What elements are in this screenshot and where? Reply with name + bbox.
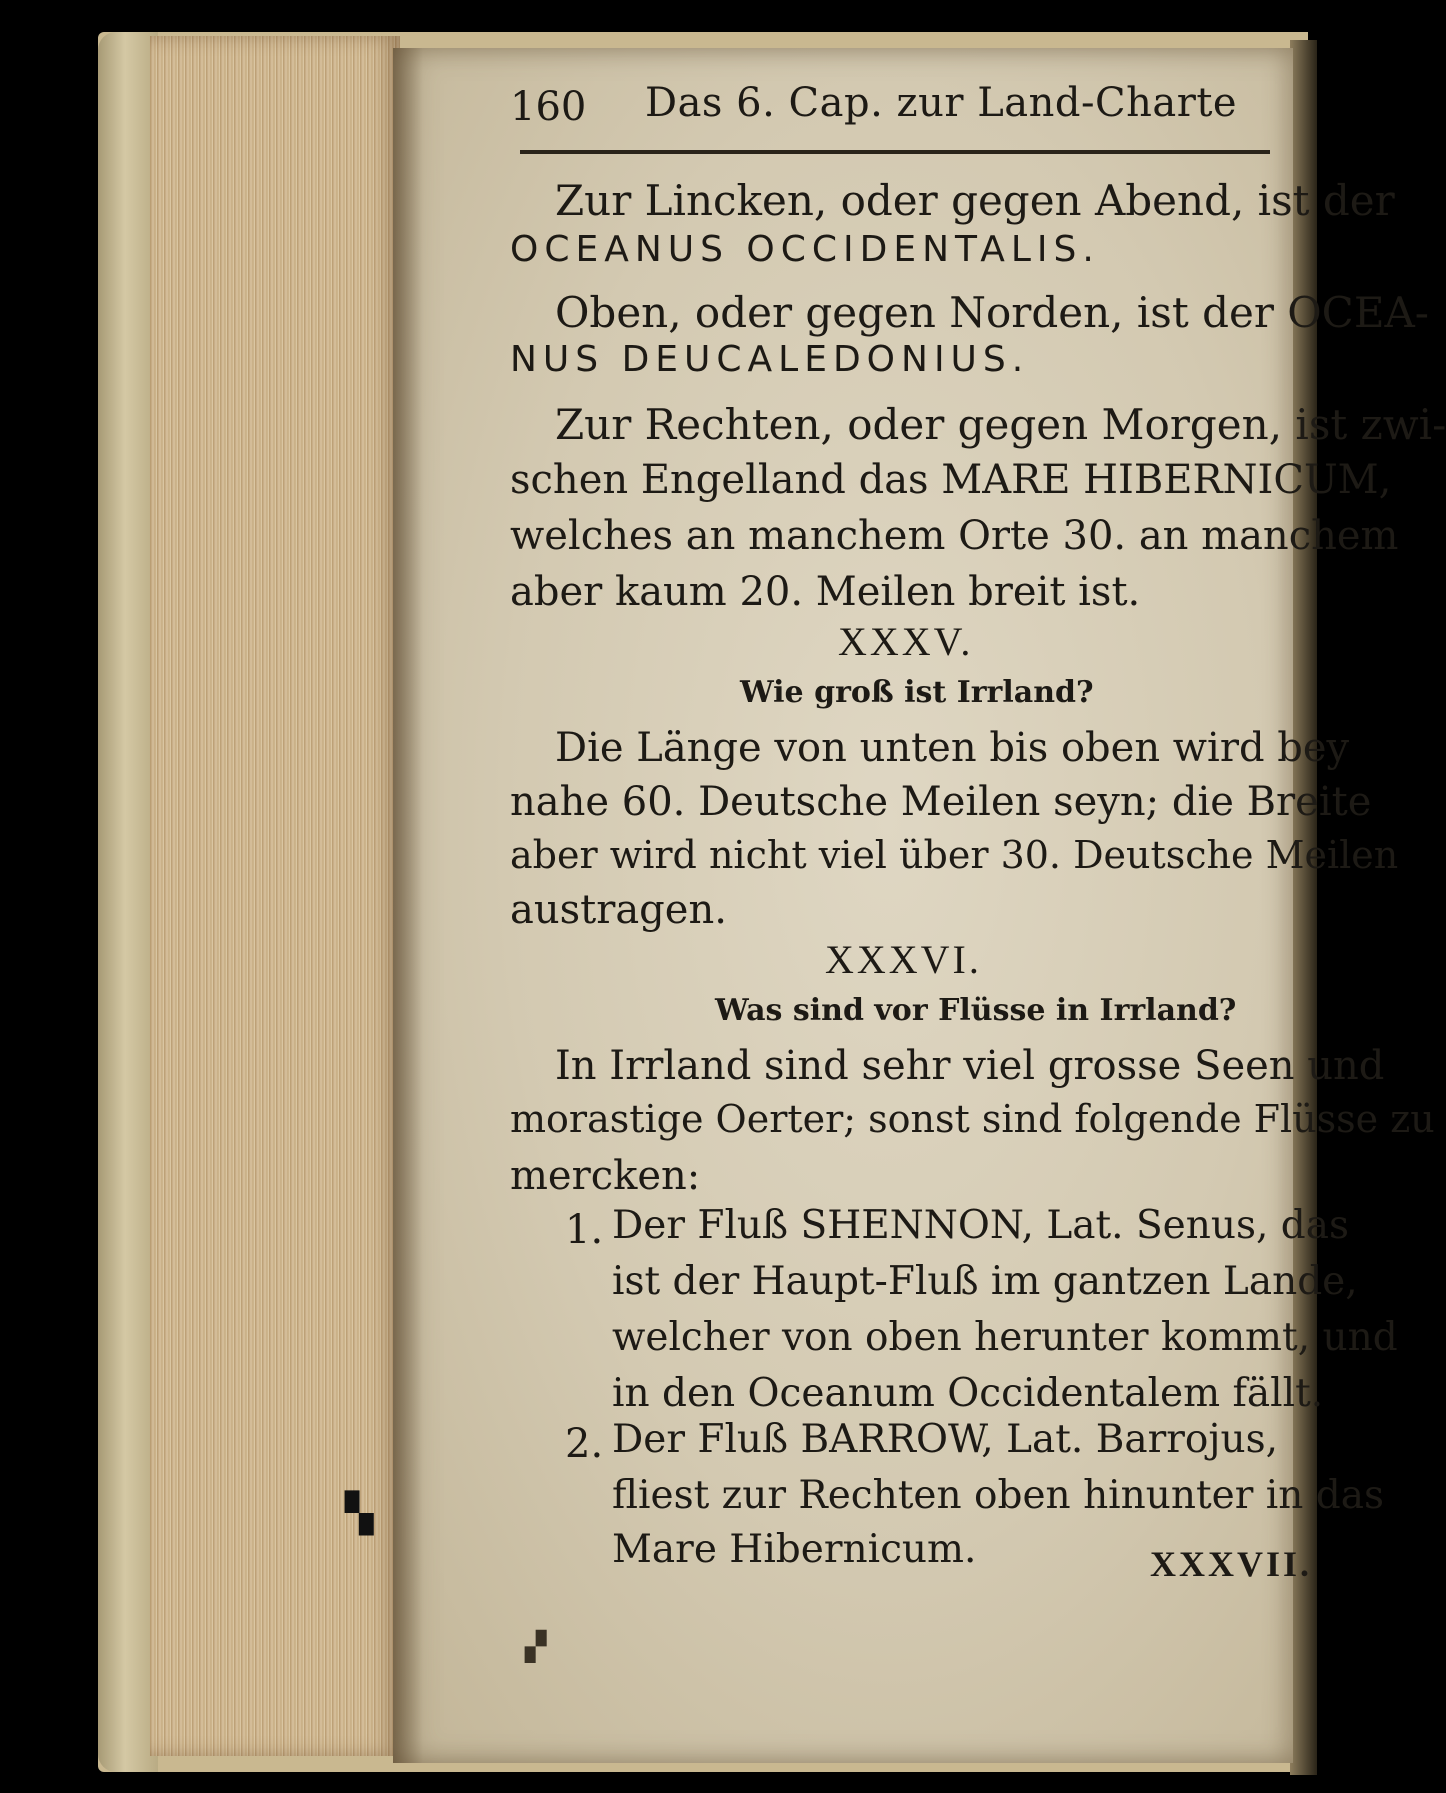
list-item-line: welcher von oben herunter kommt, und <box>612 1315 1398 1360</box>
section-question: Wie groß ist Irrland? <box>740 675 1094 710</box>
catchword: XXXVII. <box>1150 1544 1313 1584</box>
list-item-line: in den Oceanum Occidentalem fällt. <box>612 1371 1324 1416</box>
header-rule <box>520 150 1270 154</box>
page-number: 160 <box>510 84 587 130</box>
list-item-line: Mare Hibernicum. <box>612 1527 977 1572</box>
text-line: mercken: <box>510 1153 701 1199</box>
text-line: welches an manchem Orte 30. an manchem <box>510 513 1399 559</box>
section-number: XXXV. <box>838 619 974 664</box>
section-number: XXXVI. <box>825 937 982 982</box>
text-line: schen Engelland das MARE HIBERNICUM, <box>510 457 1392 503</box>
text-line: OCEANUS OCCIDENTALIS. <box>510 229 1100 270</box>
book-spine <box>98 32 158 1772</box>
list-item-line: Der Fluß SHENNON, Lat. Senus, das <box>612 1203 1350 1248</box>
text-line: Zur Rechten, oder gegen Morgen, ist zwi- <box>555 400 1446 449</box>
section-question: Was sind vor Flüsse in Irrland? <box>715 993 1237 1028</box>
gutter-shadow <box>393 48 423 1763</box>
text-line: In Irrland sind sehr viel grosse Seen und <box>555 1043 1385 1089</box>
text-line: NUS DEUCALEDONIUS. <box>510 339 1030 380</box>
list-item-number: 2. <box>565 1421 604 1467</box>
list-item-line: fliest zur Rechten oben hinunter in das <box>612 1473 1385 1518</box>
running-head: Das 6. Cap. zur Land-Charte <box>645 80 1238 126</box>
text-line: aber wird nicht viel über 30. Deutsche Meilen <box>510 833 1399 877</box>
ink-stain: ▝▖ <box>330 1490 389 1535</box>
text-line: aber kaum 20. Meilen breit ist. <box>510 569 1141 615</box>
text-line: Oben, oder gegen Norden, ist der OCEA- <box>555 288 1430 337</box>
text-line: nahe 60. Deutsche Meilen seyn; die Breite <box>510 779 1372 825</box>
text-line: Zur Lincken, oder gegen Abend, ist der <box>555 176 1395 225</box>
list-item-number: 1. <box>565 1207 604 1253</box>
text-line: morastige Oerter; sonst sind folgende Flüsse zu <box>510 1097 1435 1141</box>
list-item-line: Der Fluß BARROW, Lat. Barrojus, <box>612 1417 1278 1462</box>
list-item-line: ist der Haupt-Fluß im gantzen Lande, <box>612 1259 1358 1304</box>
text-line: Die Länge von unten bis oben wird bey <box>555 725 1350 771</box>
ink-stain: ▞ <box>525 1630 547 1663</box>
text-line: austragen. <box>510 887 727 933</box>
